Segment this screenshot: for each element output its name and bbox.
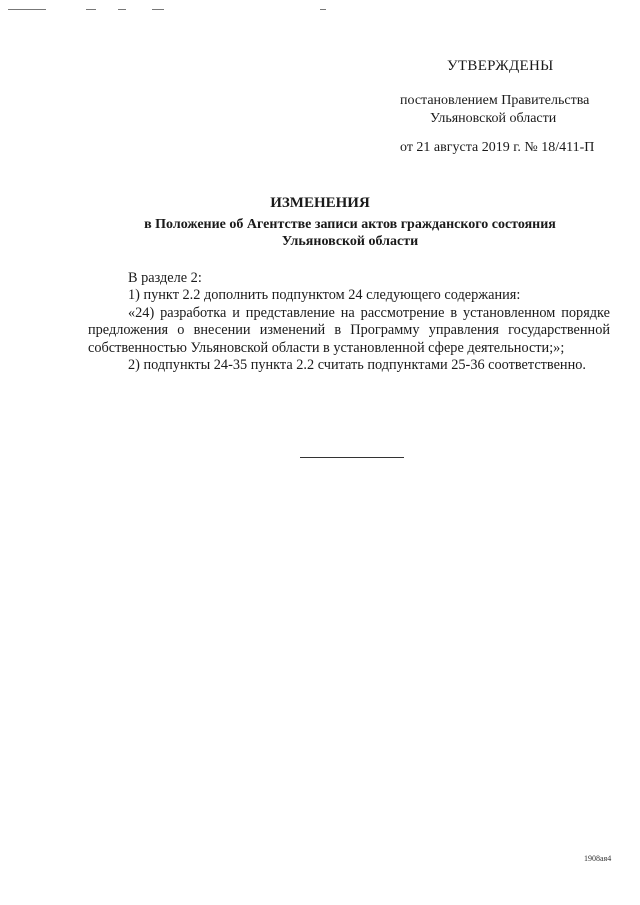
- scan-artifact: [152, 9, 164, 10]
- approval-line-date-number: от 21 августа 2019 г. № 18/411-П: [400, 140, 595, 155]
- scan-artifact: [86, 9, 96, 10]
- end-separator-line: [300, 457, 404, 458]
- paragraph-section: В разделе 2:: [128, 270, 202, 286]
- approval-title: УТВЕРЖДЕНЫ: [447, 58, 554, 74]
- document-code: 1908ая4: [584, 854, 612, 863]
- paragraph-item-1: 1) пункт 2.2 дополнить подпунктом 24 следующего содержания:: [128, 287, 521, 304]
- document-subtitle-line-1: в Положение об Агентстве записи актов гражданского состояния: [144, 217, 556, 232]
- document-body: [88, 270, 610, 374]
- scan-artifact: [8, 9, 46, 10]
- approval-line-resolution: постановлением Правительства: [400, 93, 590, 108]
- document-subtitle-line-2: Ульяновской области: [281, 234, 419, 249]
- document-subtitle: [100, 216, 600, 250]
- paragraph-quoted-subitem: «24) разработка и представление на рассмотрение в установленном порядке предложения о внесении изменений в Программу управления государственной собственностью Ульяновской области в установленной сфере деятельности;»;: [88, 304, 610, 356]
- paragraph-item-2: 2) подпункты 24-35 пункта 2.2 считать подпунктами 25-36 соответственно.: [128, 357, 586, 374]
- scan-artifact: [320, 9, 326, 10]
- scan-artifact: [118, 9, 126, 10]
- approval-line-region: Ульяновской области: [430, 111, 557, 126]
- document-title: ИЗМЕНЕНИЯ: [270, 195, 370, 211]
